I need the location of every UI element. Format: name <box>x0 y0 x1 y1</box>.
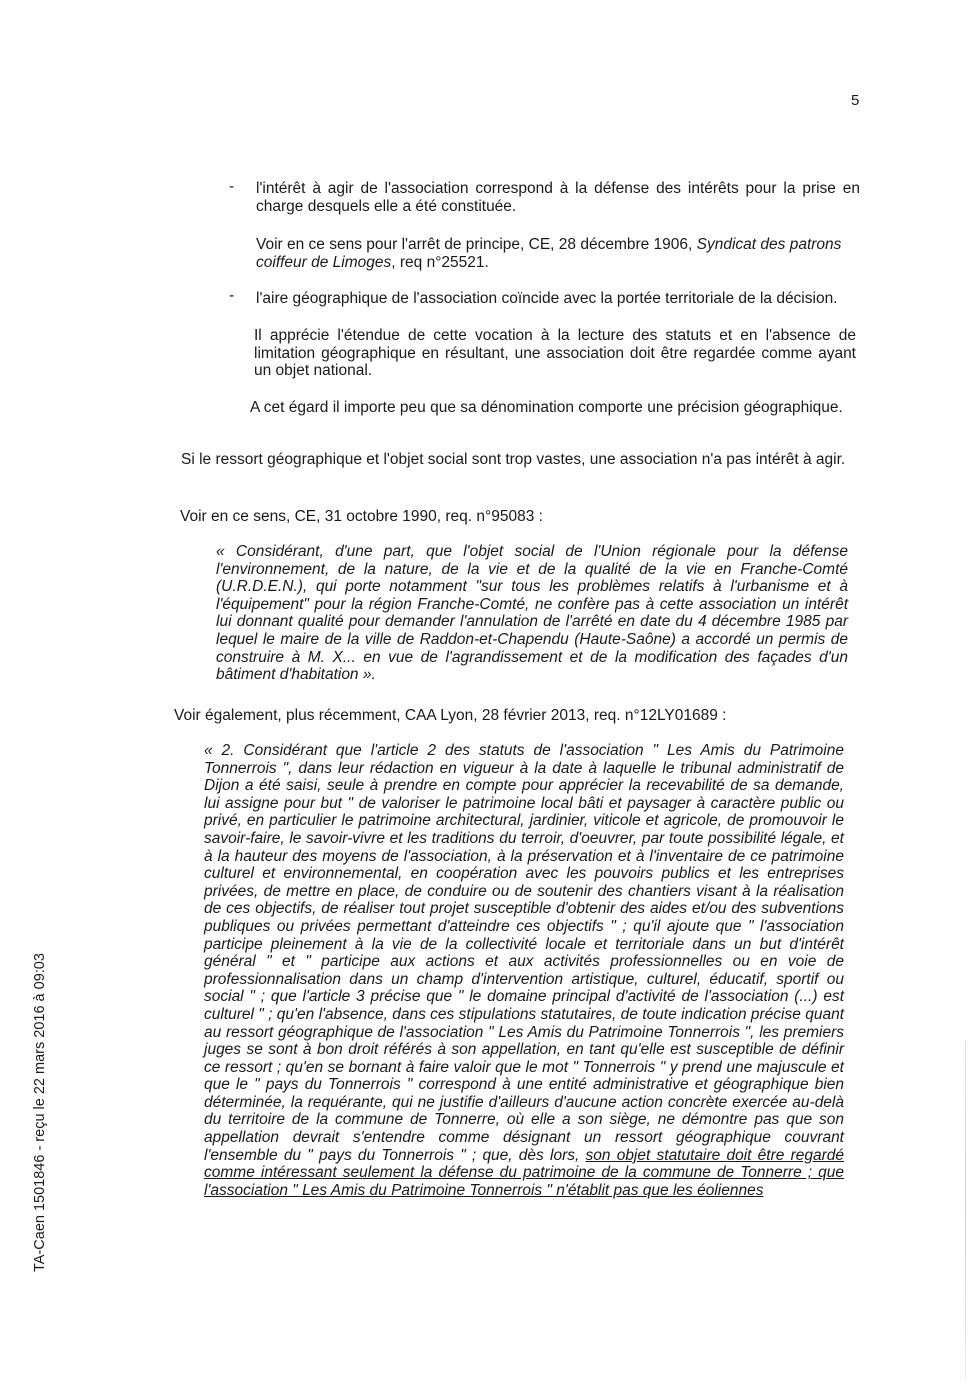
quote-ce-1990: « Considérant, d'une part, que l'objet social de l'Union régionale pour la défense l'environnement, de la nature, de la vie et de la qualité de la vie en Franche-Comté (U.R.D.E.N.), qui porte notamment "sur tous les problèmes relatifs à l'urbanisme et à l'équipement" pour la région Franche-Comté, ne confère pas à cette association un intérêt lui donnant qualité pour demander l'annulation de l'arrêté en date du 4 décembre 1985 par lequel le maire de la ville de Raddon-et-Chapendu (Haute-Saône) a accordé un permis de construire à M. X... en vue de l'agrandissement et de la modification des façades d'un bâtiment d'habitation ». <box>216 543 848 684</box>
assessment-paragraph: Il apprécie l'étendue de cette vocation à la lecture des statuts et en l'absence de limitation géographique en résultant, une association doit être regardée comme ayant un objet national. <box>254 327 856 379</box>
scope-paragraph: Si le ressort géographique et l'objet social sont trop vastes, une association n'a pas intérêt à agir. <box>181 451 846 468</box>
bullet-dash: - <box>229 178 235 195</box>
denomination-paragraph: A cet égard il importe peu que sa dénomination comporte une précision géographique. <box>250 399 843 416</box>
bullet-interest-text: l'intérêt à agir de l'association correspond à la défense des intérêts pour la prise en charge desquels elle a été constituée. <box>256 180 860 215</box>
bullet-geographic-text: l'aire géographique de l'association coïncide avec la portée territoriale de la décision. <box>256 290 838 307</box>
ref-suffix: , req n°25521. <box>391 253 489 271</box>
page-number: 5 <box>851 92 860 109</box>
ref-case-name: Syndicat des patrons coiffeur de Limoges <box>256 236 842 271</box>
bullet-dash: - <box>229 287 235 304</box>
quote-caa-lyon-2013 <box>204 742 844 1199</box>
case-reference-1906 <box>256 236 860 271</box>
scan-edge-mark <box>965 1040 966 1380</box>
quote-caa-underlined: son objet statutaire doit être regardé comme intéressant seulement la défense du patrimoine de la commune de Tonnerre ; que l'association " Les Amis du Patrimoine Tonnerrois " n'établit pas que les éoliennes <box>204 1146 845 1199</box>
quote-caa-main: « 2. Considérant que l'article 2 des statuts de l'association " Les Amis du Patrimoine Tonnerrois ", dans leur rédaction en vigueur à la date à laquelle le tribunal administratif de Dijon a été saisi, seule à prendre en compte pour apprécier la recevabilité de sa demande, lui assigne pour but " de valoriser le patrimoine local bâti et paysager à caractère public ou privé, en particulier le patrimoine architectural, jardinier, viticole et agricole, de promouvoir le savoir-faire, le savoir-vivre et les traditions du terroir, d'oeuvrer, par toute possibilité légale, et à la hauteur des moyens de l'association, à la préservation et à l'inventaire de ce patrimoine culturel et environnemental, en coopération avec les pouvoirs publics et les entreprises privées, de mettre en place, de conduire ou de soutenir des chantiers visant à la réalisation de ces objectifs, de réaliser tout projet susceptible d'obtenir des aides et/ou des subventions publiques ou privées permettant d'atteindre ces objectifs " ; qu'il ajoute que " l'association participe pleinement à la vie de la collectivité locale et territoriale dans un but d'intérêt général " et " participe aux actions et aux activités professionnelles ou en voie de professionnalisation dans un champ d'intervention artistique, culturel, éducatif, sportif ou social " ; que l'article 3 précise que " le domaine principal d'activité de l'association (...) est culturel " ; qu'en l'absence, dans ces stipulations statutaires, de toute indication précise quant au ressort géographique de l'association " Les Amis du Patrimoine Tonnerrois ", les premiers juges se sont à bon droit référés à son appellation, en tant qu'elle est susceptible de définir ce ressort ; qu'en se bornant à faire valoir que le mot " Tonnerrois " y prend une majuscule et que le " pays du Tonnerrois " correspond à une entité administrative et géographique bien déterminée, la requérante, qui ne justifie d'ailleurs d'aucune action concrète exercée au-delà du territoire de la commune de Tonnerre, où elle a son siège, ne démontre pas que son appellation devrait s'entendre comme désignant un ressort géographique couvrant l'ensemble du " pays du Tonnerrois " ; que, dès lors, <box>204 742 844 1164</box>
ref-prefix: Voir en ce sens pour l'arrêt de principe, CE, 28 décembre 1906, <box>256 236 697 253</box>
reference-ce-1990: Voir en ce sens, CE, 31 octobre 1990, req. n°95083 : <box>180 508 543 525</box>
reception-stamp: TA-Caen 1501846 - reçu le 22 mars 2016 à 09:03 <box>32 953 48 1272</box>
reference-caa-lyon-2013: Voir également, plus récemment, CAA Lyon, 28 février 2013, req. n°12LY01689 : <box>174 707 727 724</box>
